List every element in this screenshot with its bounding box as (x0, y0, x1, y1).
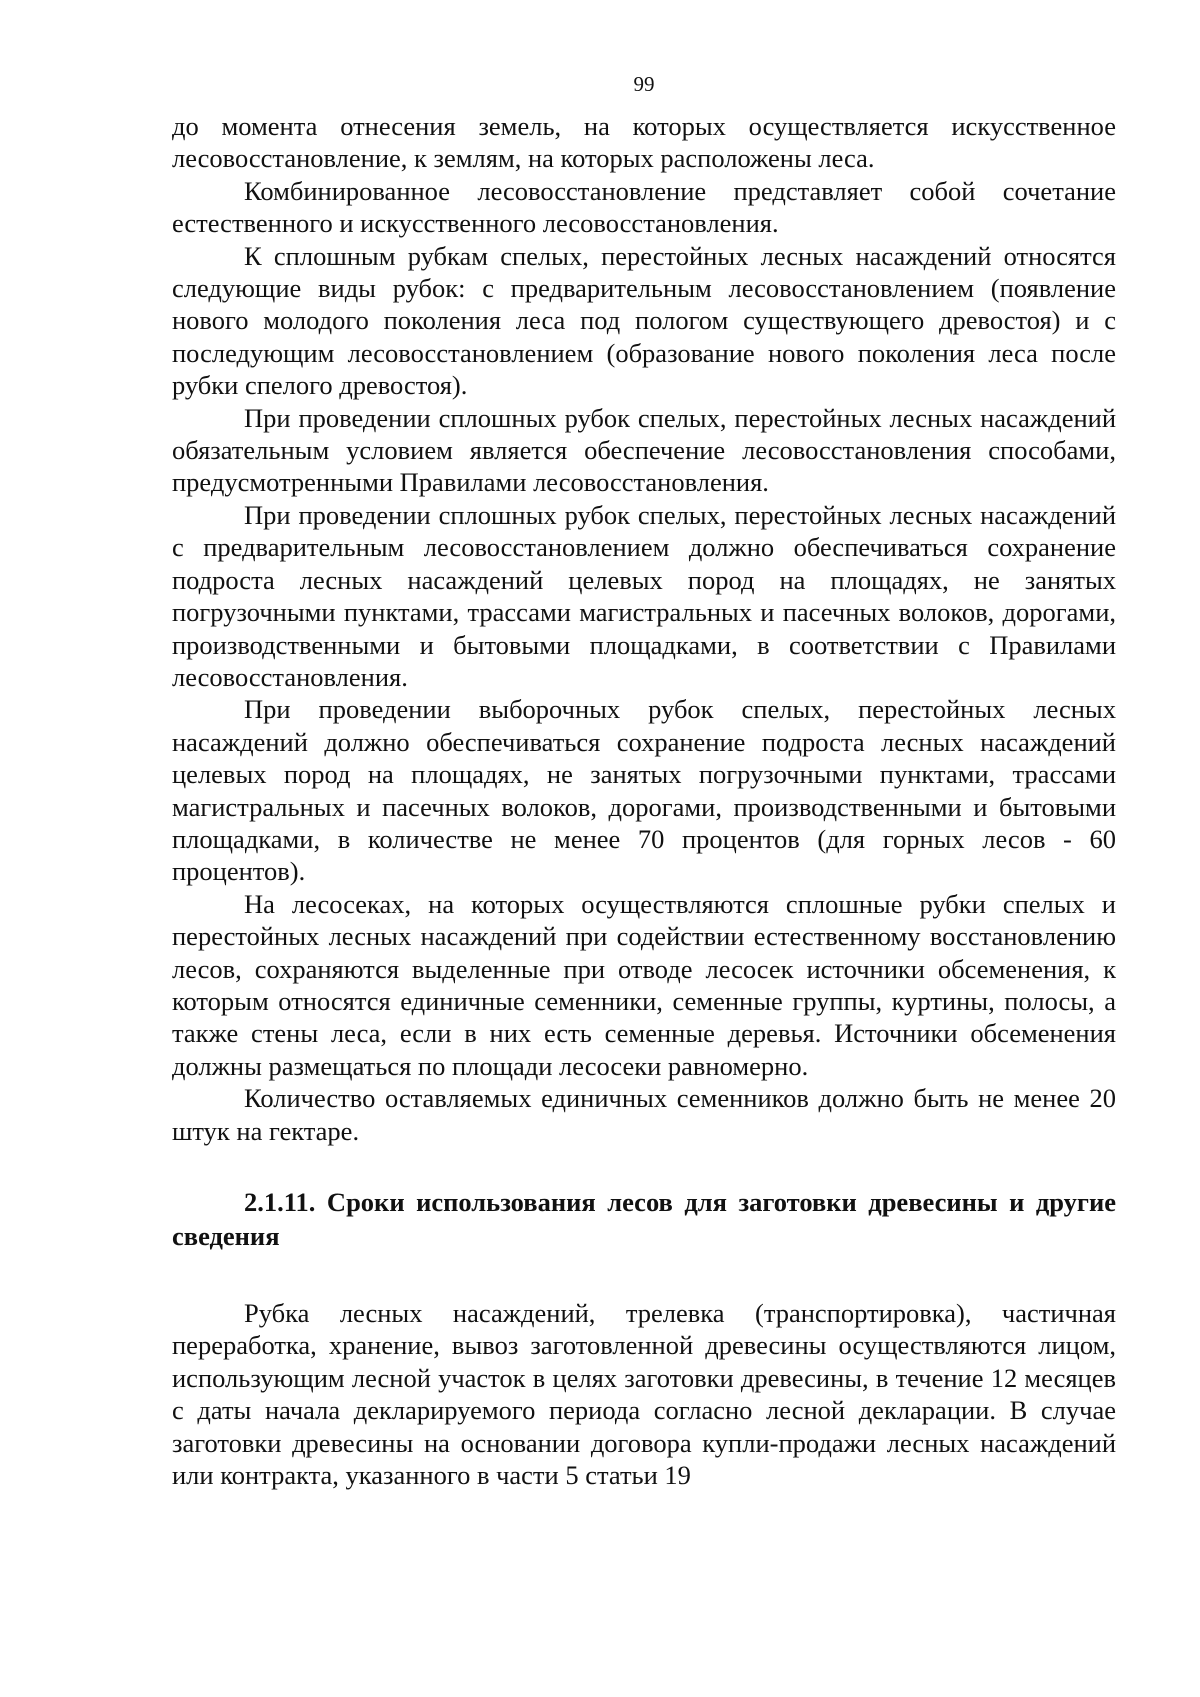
paragraph-continuation: до момента отнесения земель, на которых осуществляется искусственное лесовосстановление, к землям, на которых расположены леса. (172, 111, 1116, 174)
paragraph-harvest-terms: Рубка лесных насаждений, трелевка (транспортировка), частичная переработка, хранение, вывоз заготовленной древесины осуществляются лицом, использующим лесной участок в целях заготовки древесины, в течение 12 месяцев с даты начала декларируемого периода согласно лесной декларации. В случае заготовки древесины на основании договора купли-продажи лесных насаждений или контракта, указанного в части 5 статьи 19 (172, 1298, 1116, 1491)
paragraph-clear-cut-types: К сплошным рубкам спелых, перестойных лесных насаждений относятся следующие виды рубок: с предварительным лесовосстановлением (появление нового молодого поколения леса под пологом существующего древостоя) и с последующим лесовосстановлением (образование нового поколения леса после рубки спелого древостоя). (172, 240, 1116, 401)
paragraph-clear-cut-condition: При проведении сплошных рубок спелых, перестойных лесных насаждений обязательным условием является обеспечение лесовосстановления способами, предусмотренными Правилами лесовосстановления. (172, 402, 1116, 498)
page-number: 99 (633, 72, 655, 96)
section-heading: 2.1.11. Сроки использования лесов для заготовки древесины и другие сведения (172, 1187, 1116, 1251)
paragraph-undergrowth-preservation: При проведении сплошных рубок спелых, перестойных лесных насаждений с предварительным лесовосстановлением должно обеспечиваться сохранение подроста лесных насаждений целевых пород на площадях, не занятых погрузочными пунктами, трассами магистральных и пасечных волоков, дорогами, производственными и бытовыми площадками, в соответствии с Правилами лесовосстановления. (172, 499, 1116, 692)
paragraph-seed-sources: На лесосеках, на которых осуществляются сплошные рубки спелых и перестойных лесных насаждений при содействии естественному восстановлению лесов, сохраняются выделенные при отводе лесосек источники обсеменения, к которым относятся единичные семенники, семенные группы, куртины, полосы, а также стены леса, если в них есть семенные деревья. Источники обсеменения должны размещаться по площади лесосеки равномерно. (172, 888, 1116, 1081)
paragraph-selective-cutting: При проведении выборочных рубок спелых, перестойных лесных насаждений должно обеспечиваться сохранение подроста лесных насаждений целевых пород на площадях, не занятых погрузочными пунктами, трассами магистральных и пасечных волоков, дорогами, производственными и бытовыми площадками, в количестве не менее 70 процентов (для горных лесов - 60 процентов). (172, 694, 1116, 887)
paragraph-seed-tree-count: Количество оставляемых единичных семенников должно быть не менее 20 штук на гектаре. (172, 1083, 1116, 1146)
paragraph-combined-reforestation: Комбинированное лесовосстановление представляет собой сочетание естественного и искусственного лесовосстановления. (172, 175, 1116, 239)
document-page (172, 64, 1116, 1491)
